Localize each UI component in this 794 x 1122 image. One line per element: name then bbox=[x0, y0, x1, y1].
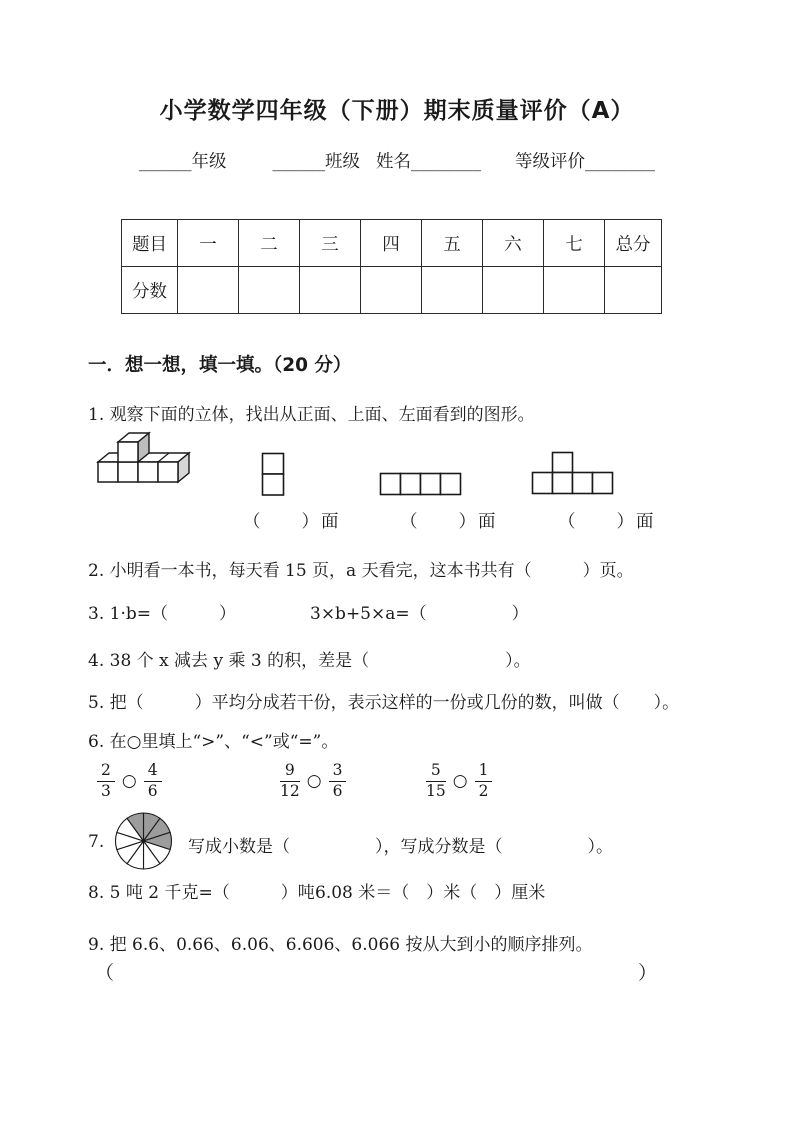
score-row-label: 分数 bbox=[122, 267, 178, 314]
grade-label: 年级 bbox=[191, 152, 227, 172]
name-label: 姓名 bbox=[376, 152, 411, 172]
section-one-heading: 一．想一想，填一填。（20 分） bbox=[88, 355, 352, 376]
cube-solid-figure bbox=[96, 430, 194, 485]
comparison-circle: ○ bbox=[121, 770, 137, 791]
question-8-part2: 6.08 米＝（ ）米（ ）厘米 bbox=[315, 883, 546, 903]
score-cell-empty bbox=[544, 267, 605, 314]
fraction: $\frac{4}{6}$ bbox=[144, 762, 162, 801]
rating-blank: ________ bbox=[585, 152, 655, 172]
grade-blank: ______ bbox=[139, 152, 192, 172]
score-table-cell: 三 bbox=[300, 220, 361, 267]
fraction: $\frac{2}{3}$ bbox=[97, 762, 115, 801]
question-1-text: 1. 观察下面的立体，找出从正面、上面、左面看到的图形。 bbox=[88, 405, 535, 425]
score-table-score-row bbox=[122, 267, 662, 314]
score-cell-empty bbox=[178, 267, 239, 314]
question-2-text: 2. 小明看一本书，每天看 15 页，a 天看完，这本书共有（ ）页。 bbox=[88, 561, 634, 581]
question-6-text: 6. 在○里填上“>”、“<”或“=”。 bbox=[88, 732, 339, 752]
page-title: 小学数学四年级（下册）期末质量评价（A） bbox=[159, 98, 635, 124]
fraction-comparison-2 bbox=[280, 762, 346, 801]
question-3-part2: 3×b+5×a=（ ） bbox=[310, 604, 529, 624]
class-blank: ______ bbox=[272, 152, 325, 172]
score-table-cell: 二 bbox=[239, 220, 300, 267]
question-7-text: 写成小数是（ ），写成分数是（ ）。 bbox=[188, 837, 613, 857]
question-3-part1: 3. 1·b=（ ） bbox=[88, 604, 236, 624]
name-blank: ________ bbox=[411, 152, 481, 172]
question-9-answer-line bbox=[95, 958, 657, 985]
pie-chart bbox=[114, 811, 173, 871]
score-table-cell: 四 bbox=[361, 220, 422, 267]
rating-label: 等级评价 bbox=[515, 152, 585, 172]
fraction: $\frac{9}{12}$ bbox=[280, 761, 300, 800]
fraction-comparison-1 bbox=[97, 762, 162, 801]
fraction: $\frac{5}{15}$ bbox=[426, 761, 446, 800]
view-caption-1: （ ）面 bbox=[243, 512, 341, 532]
view-shape-row-four bbox=[379, 472, 464, 496]
question-4-text: 4. 38 个 x 减去 y 乘 3 的积，差是（ ）。 bbox=[88, 651, 531, 671]
comparison-circle: ○ bbox=[306, 770, 322, 791]
answer-paren-open: （ bbox=[95, 962, 115, 984]
score-table-cell: 一 bbox=[178, 220, 239, 267]
score-cell-empty bbox=[483, 267, 544, 314]
class-label: 班级 bbox=[325, 152, 360, 172]
score-table-cell: 七 bbox=[544, 220, 605, 267]
view-caption-2: （ ）面 bbox=[400, 512, 498, 532]
comparison-circle: ○ bbox=[452, 770, 468, 791]
score-cell-empty bbox=[605, 267, 662, 314]
score-table-cell: 六 bbox=[483, 220, 544, 267]
score-cell-empty bbox=[422, 267, 483, 314]
score-table-cell: 五 bbox=[422, 220, 483, 267]
fraction: $\frac{1}{2}$ bbox=[475, 762, 493, 801]
score-cell-empty bbox=[300, 267, 361, 314]
fraction-comparison-3 bbox=[426, 762, 492, 801]
score-table bbox=[121, 219, 662, 314]
student-info-line bbox=[0, 148, 794, 173]
score-table-cell: 总分 bbox=[605, 220, 662, 267]
question-8-part1: 8. 5 吨 2 千克=（ ）吨 bbox=[88, 883, 315, 903]
fraction: $\frac{3}{6}$ bbox=[329, 762, 347, 801]
view-shape-t-five bbox=[531, 451, 615, 495]
view-caption-3: （ ）面 bbox=[558, 512, 656, 532]
view-shape-vertical-two bbox=[261, 452, 286, 497]
score-cell-empty bbox=[239, 267, 300, 314]
question-5-text: 5. 把（ ）平均分成若干份，表示这样的一份或几份的数，叫做（ ）。 bbox=[88, 693, 680, 713]
score-cell-empty bbox=[361, 267, 422, 314]
score-table-cell: 题目 bbox=[122, 220, 178, 267]
question-7-number: 7. bbox=[88, 832, 105, 852]
answer-paren-close: ） bbox=[637, 962, 657, 984]
question-9-text: 9. 把 6.6、0.66、6.06、6.606、6.066 按从大到小的顺序排列。 bbox=[88, 935, 593, 955]
score-table-header-row bbox=[122, 220, 662, 267]
